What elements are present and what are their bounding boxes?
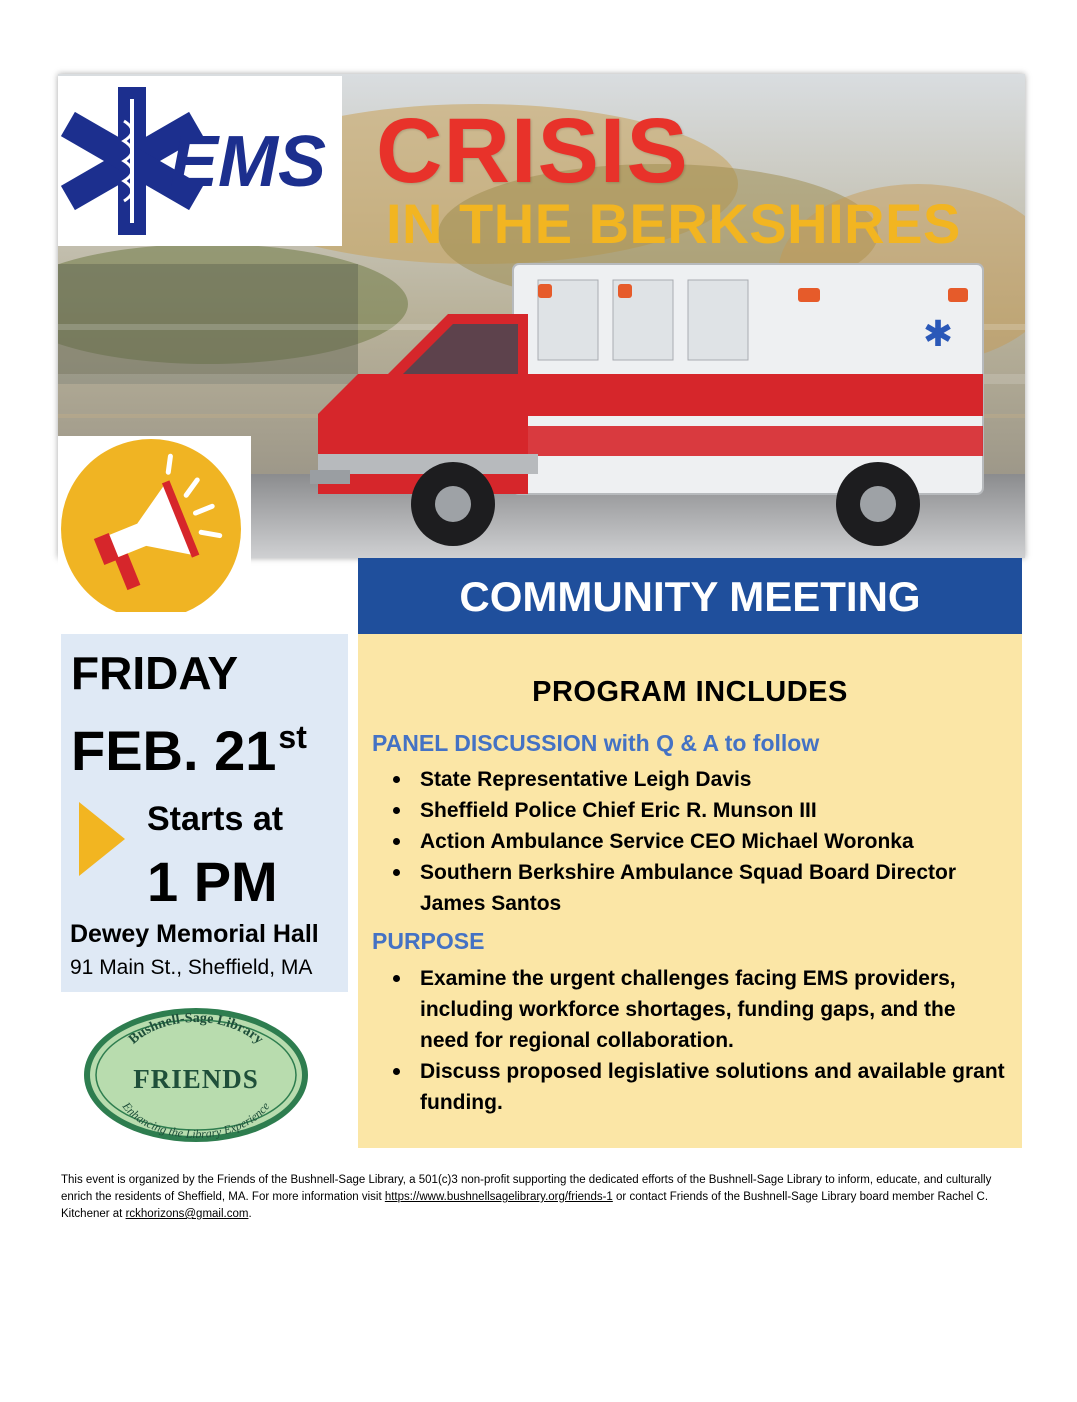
megaphone-badge [58,436,251,612]
event-date-suffix: st [278,719,307,755]
svg-text:✱: ✱ [922,314,954,355]
footer-text-2: or contact Friends of the Bushnell-Sage Library board member Rachel C. Kitchener at [61,1191,989,1220]
starts-label: Starts at [147,800,284,838]
contact-email-link[interactable]: rckhorizons@gmail.com [125,1208,249,1220]
panel-discussion-heading: PANEL DISCUSSION with Q & A to follow [372,730,820,756]
event-date [71,718,307,783]
play-arrow-icon [79,802,125,876]
footer-note [61,1172,1023,1223]
friends-library-logo [80,1004,312,1146]
event-time: 1 PM [147,850,278,913]
program-panel [358,634,1022,1148]
friends-logo-main-text: FRIENDS [133,1064,259,1094]
event-date-panel [61,634,348,992]
friends-website-link[interactable]: https://www.bushnellsagelibrary.org/friends-1 [384,1191,613,1203]
title-subtitle: IN THE BERKSHIRES [386,192,961,255]
list-item: Examine the urgent challenges facing EMS providers, including workforce shortages, funding gaps, and the need for regional collaboration. [420,963,1005,1056]
purpose-list [372,963,1005,1118]
community-meeting-banner: COMMUNITY MEETING [358,558,1022,634]
star-of-life-icon [58,76,342,246]
event-venue: Dewey Memorial Hall [70,920,319,948]
ems-logo-text: EMS [170,122,327,202]
event-date-main: FEB. 21 [71,719,277,782]
footer-text-3: . [248,1208,252,1220]
friends-logo-bottom-text: Enhancing the Library Experience [119,1099,273,1142]
friends-logo-top-text: Bushnell-Sage Library [126,1011,266,1048]
title-crisis: CRISIS [376,100,689,202]
panelist-list [372,764,1005,919]
program-heading: PROGRAM INCLUDES [532,676,848,708]
footer-text-1: This event is organized by the Friends of the Bushnell-Sage Library, a 501(c)3 non-profit supporting the dedicated efforts of the Bushnell-Sage Library to inform, educate, and culturally enrich the residents of Sheffield, MA. For more information visit [61,1174,992,1203]
list-item: Action Ambulance Service CEO Michael Woronka [420,826,1005,857]
purpose-heading: PURPOSE [372,928,485,954]
event-day: FRIDAY [71,647,238,699]
ems-logo [58,76,342,246]
list-item: Sheffield Police Chief Eric R. Munson III [420,795,1005,826]
megaphone-icon [58,436,251,612]
list-item: Southern Berkshire Ambulance Squad Board Director James Santos [420,857,1005,919]
list-item: State Representative Leigh Davis [420,764,1005,795]
friends-logo-seal [80,1004,312,1146]
event-address: 91 Main St., Sheffield, MA [70,956,313,979]
list-item: Discuss proposed legislative solutions and available grant funding. [420,1056,1005,1118]
